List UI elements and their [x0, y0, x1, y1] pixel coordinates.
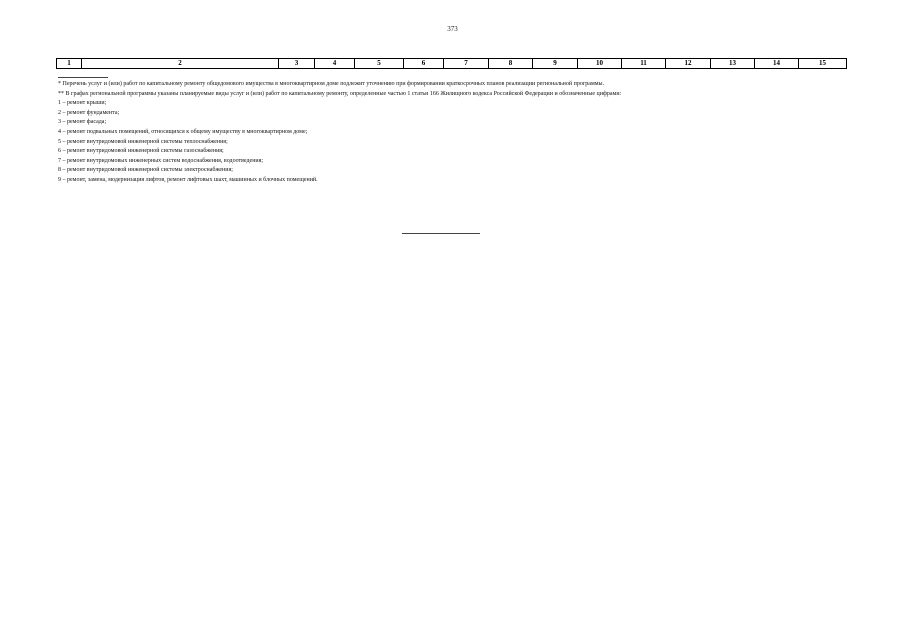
footnote-separator: [58, 77, 108, 78]
footnote-item: 9 – ремонт, замена, модернизация лифтов, ремонт лифтовых шахт, машинных и блочных помещений.: [58, 176, 318, 183]
column-number-cell: 10: [578, 59, 622, 69]
column-number-cell: 15: [799, 59, 847, 69]
footnote-item: 4 – ремонт подвальных помещений, относящихся к общему имуществу в многоквартирном доме;: [58, 128, 308, 135]
column-number-cell: 13: [711, 59, 755, 69]
column-number-cell: 14: [755, 59, 799, 69]
table-header-row: [57, 59, 847, 69]
footnote-item: 8 – ремонт внутридомовой инженерной системы электроснабжения;: [58, 167, 233, 174]
footnote-item: 5 – ремонт внутридомовой инженерной системы теплоснабжения;: [58, 138, 228, 145]
column-number-cell: 6: [404, 59, 444, 69]
footnotes: [58, 80, 758, 186]
footnote-item: 7 – ремонт внутридомовых инженерных систем водоснабжения, водоотведения;: [58, 157, 264, 164]
column-number-cell: 1: [57, 59, 82, 69]
footnote-item: 2 – ремонт фундамента;: [58, 109, 120, 116]
footnote-item: 6 – ремонт внутридомовой инженерной системы газоснабжения;: [58, 148, 224, 155]
column-number-cell: 3: [279, 59, 315, 69]
column-number-cell: 2: [82, 59, 279, 69]
column-number-cell: 4: [315, 59, 355, 69]
document-end-rule: [402, 233, 480, 234]
footnote-item: 1 – ремонт крыши;: [58, 100, 107, 107]
column-number-cell: 5: [355, 59, 404, 69]
page-number: 373: [447, 25, 458, 33]
column-number-cell: 8: [489, 59, 533, 69]
column-number-cell: 12: [666, 59, 711, 69]
column-number-cell: 9: [533, 59, 578, 69]
footnote-2: ** В графах региональной программы указаны планируемые виды услуг и (или) работ по капитальному ремонту, определенные частью 1 статьи 166 Жилищного кодекса Российской Федерации и обозначенные цифрами:: [58, 90, 622, 97]
footnote-item: 3 – ремонт фасада;: [58, 119, 107, 126]
column-number-table: [56, 58, 847, 69]
column-number-cell: 7: [444, 59, 489, 69]
footnote-1: * Перечень услуг и (или) работ по капитальному ремонту общедомового имущества в многоквартирном доме подлежит уточнению при формировании краткосрочных планов реализации региональной программы.: [58, 81, 605, 87]
column-number-cell: 11: [622, 59, 666, 69]
